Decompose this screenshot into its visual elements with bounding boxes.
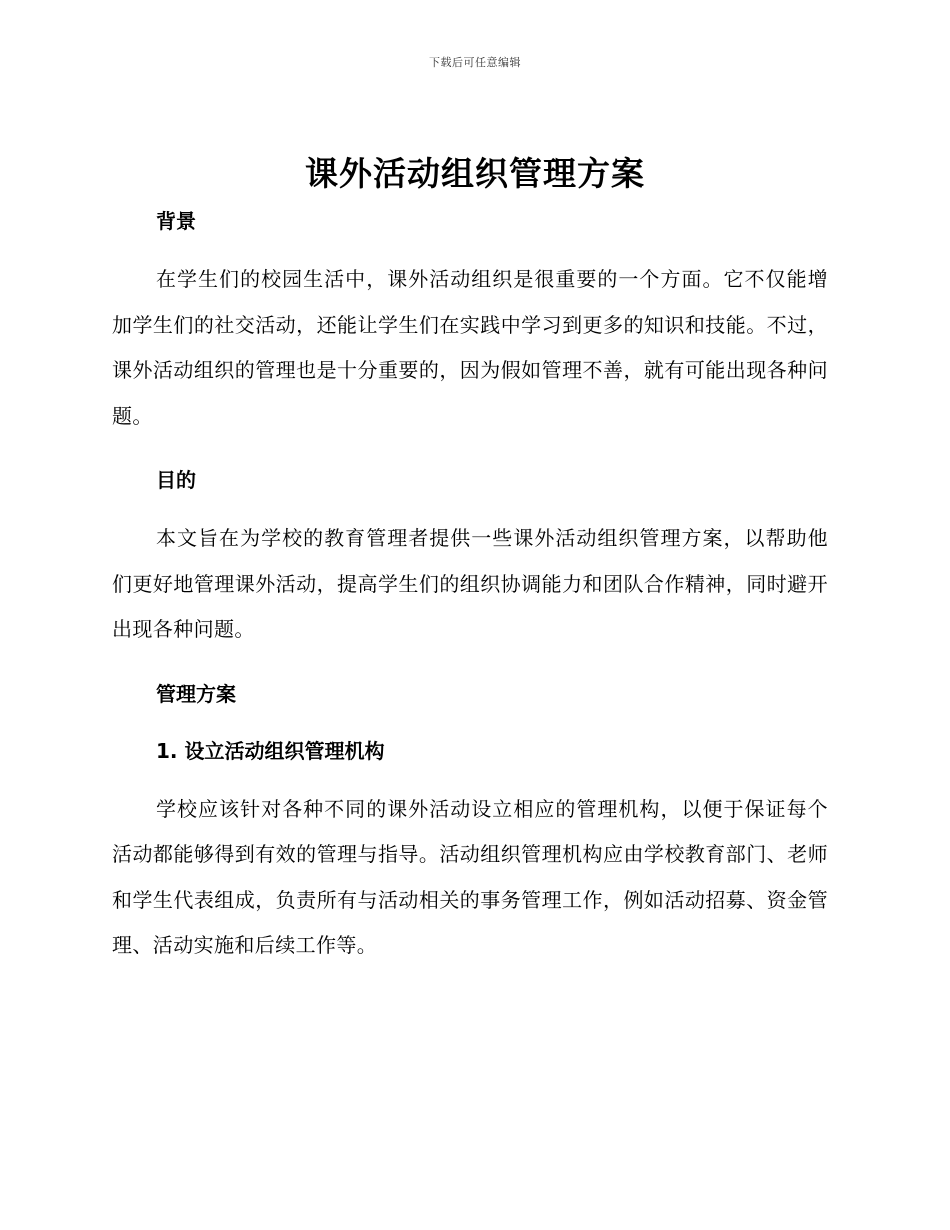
document-title: 课外活动组织管理方案: [305, 154, 645, 193]
paragraph-background: 在学生们的校园生活中，课外活动组织是很重要的一个方面。它不仅能增加学生们的社交活动，还能让学生们在实践中学习到更多的知识和技能。不过，课外活动组织的管理也是十分重要的，因为假如管理不善，就有可能出现各种问题。: [112, 267, 828, 428]
paragraph-purpose: 本文旨在为学校的教育管理者提供一些课外活动组织管理方案，以帮助他们更好地管理课外活动，提高学生们的组织协调能力和团队合作精神，同时避开出现各种问题。: [112, 526, 828, 641]
section-heading-background: 背景: [156, 209, 196, 233]
section-heading-plan: 管理方案: [156, 681, 236, 706]
subsection-heading-1: 1. 设立活动组织管理机构: [156, 738, 385, 763]
header-note: 下载后可任意编辑: [429, 56, 521, 69]
paragraph-plan-1: 学校应该针对各种不同的课外活动设立相应的管理机构，以便于保证每个活动都能够得到有效的管理与指导。活动组织管理机构应由学校教育部门、老师和学生代表组成，负责所有与活动相关的事务管理工作，例如活动招募、资金管理、活动实施和后续工作等。: [112, 796, 828, 957]
section-heading-purpose: 目的: [156, 468, 196, 492]
document-body: [112, 205, 828, 969]
